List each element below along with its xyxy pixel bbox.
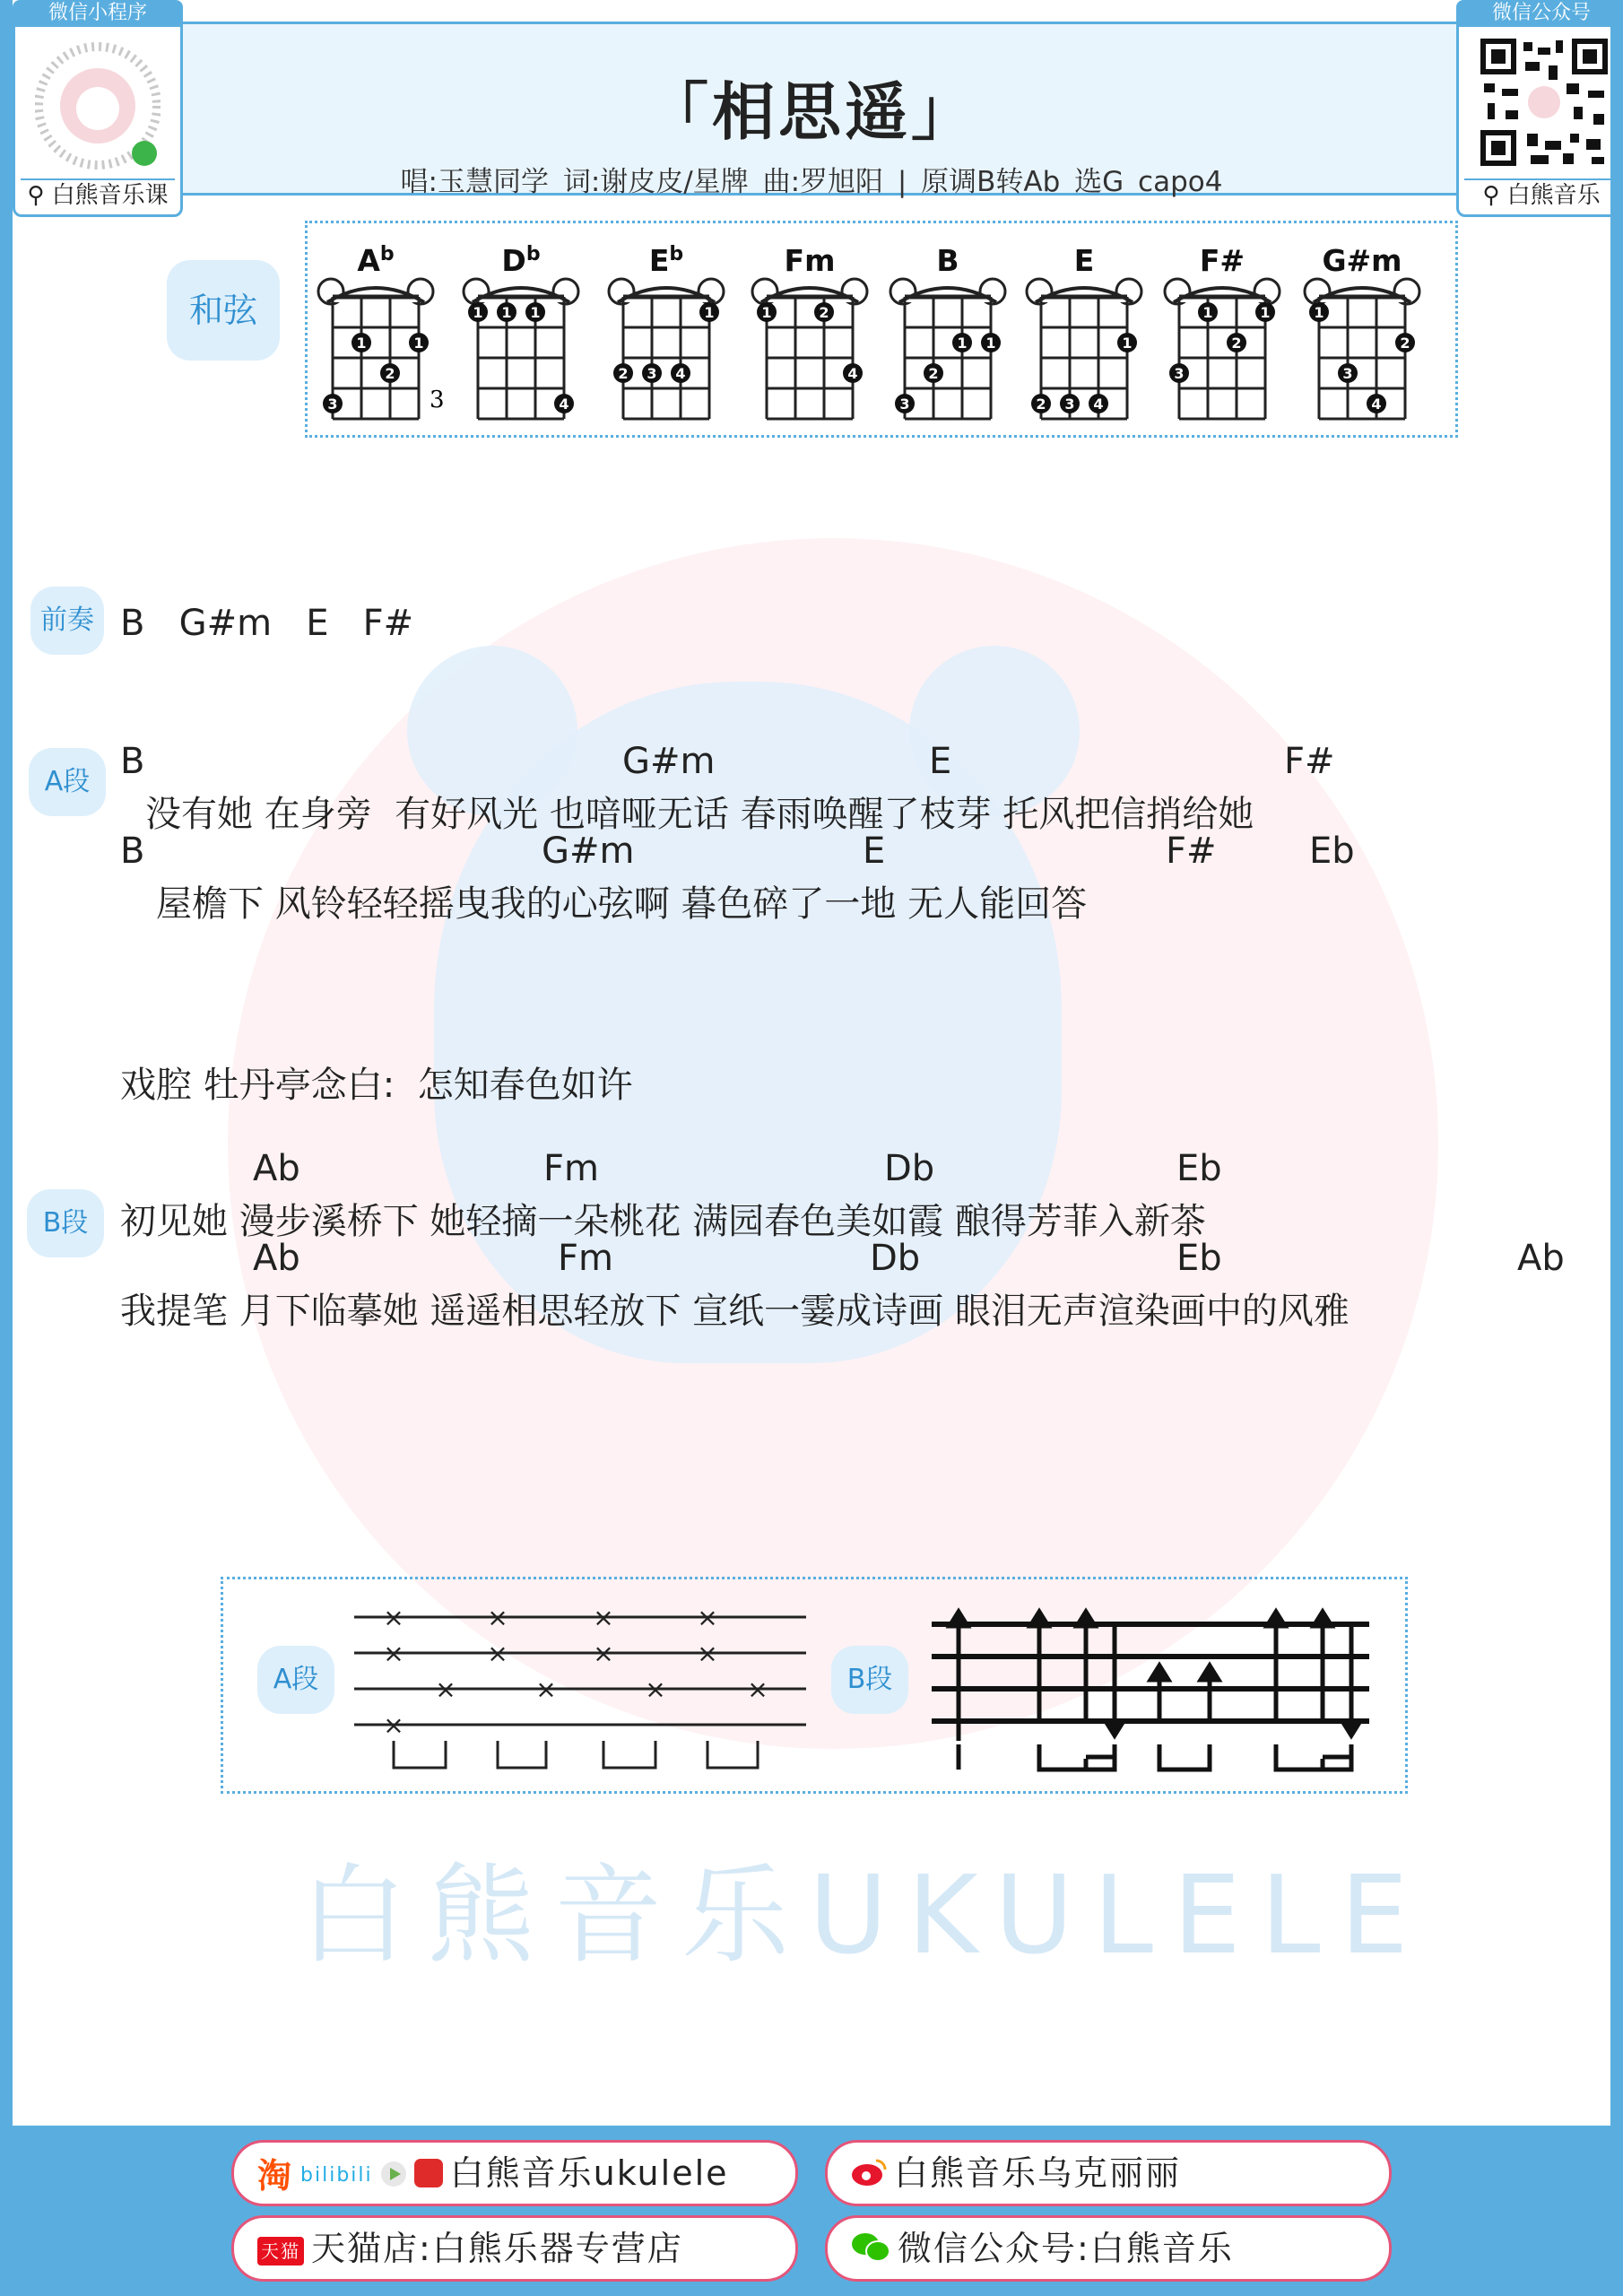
svg-text:×: × [383,1639,404,1668]
svg-text:1: 1 [761,304,772,321]
chord-diagram-panel [305,221,1458,438]
svg-text:1: 1 [985,335,996,352]
header-band [13,22,1610,196]
tmall-store: 天猫店:白熊乐器专营店 [311,2229,683,2268]
svg-text:×: × [697,1639,718,1668]
wechat-official-qr[interactable] [1456,0,1610,217]
xiaohongshu-icon [414,2145,443,2206]
strum-b-label: B段 [831,1646,908,1714]
svg-text:1: 1 [356,335,367,352]
chord-fm: Fm [543,1148,599,1189]
chord-diagram [609,279,724,419]
chord-fs: F# [1284,741,1335,782]
tmall-pill[interactable] [231,2215,798,2282]
svg-text:×: × [487,1639,508,1668]
chord-name: Fm [784,243,836,278]
mini-program-code-icon [35,39,161,173]
svg-text:×: × [593,1603,614,1632]
watermark-text: 白熊音乐UKULELE [299,1854,1428,1979]
svg-text:×: × [747,1674,768,1704]
chord-name: G#m [1322,243,1402,278]
section-b-label: B段 [27,1189,104,1257]
lyric-line: 初见她 漫步溪桥下 她轻摘一朵桃花 满园春色美如霞 酿得芳菲入新茶 [120,1201,1206,1242]
chord-name: $E^b$ [648,243,684,278]
social-account: 白熊音乐ukulele [449,2153,729,2193]
chord-e: E [863,831,886,872]
svg-text:4: 4 [1093,396,1104,413]
svg-text:1: 1 [1202,304,1213,321]
svg-text:×: × [697,1603,718,1632]
chord-b: B [120,741,145,782]
chord-diagram [752,279,867,419]
chord-e: E [929,741,952,782]
svg-text:1: 1 [473,304,483,321]
wechat-official-search: ⚲ 白熊音乐 [1464,178,1610,211]
bilibili-icon: bilibili [300,2163,373,2187]
chord-gsm: G#m [542,831,635,872]
play-icon [380,2145,407,2206]
chords-label: 和弦 [167,260,280,361]
svg-text:×: × [383,1710,404,1740]
wechat-pill[interactable] [825,2215,1392,2282]
chord-diagram [1165,279,1280,419]
chord-b: B [120,831,145,872]
mini-program-search: ⚲ 白熊音乐课 [21,178,175,211]
svg-text:1: 1 [957,335,968,352]
qr-code-icon [1477,35,1610,170]
chord-db: Db [884,1148,935,1189]
mini-program-qr[interactable] [13,0,183,217]
chord-name: $D^b$ [501,243,541,278]
svg-text:2: 2 [385,365,395,382]
chord-diagram [1305,279,1419,419]
svg-text:×: × [383,1603,404,1632]
lyric-line: 没有她 在身旁 有好风光 也喑哑无话 春雨唤醒了枝芽 托风把信捎给她 [145,794,1254,835]
svg-text:2: 2 [618,365,629,382]
taobao-icon: 淘 [257,2155,294,2196]
chord-name: $A^b$ [357,243,395,278]
chord-fs: F# [1166,831,1217,872]
chord-eb: Eb [1176,1238,1222,1279]
svg-text:2: 2 [1400,335,1410,352]
chord-diagram [318,279,433,419]
song-credits: 唱:玉慧同学 词:谢皮皮/星牌 曲:罗旭阳 | 原调B转Ab 选G capo4 [400,166,1223,198]
weibo-pill[interactable] [825,2140,1392,2206]
opera-line: 戏腔 牡丹亭念白: 怎知春色如许 [120,1065,633,1106]
wechat-account: 微信公众号:白熊音乐 [898,2229,1234,2268]
svg-text:1: 1 [1314,304,1324,321]
svg-text:1: 1 [704,304,715,321]
chord-db: Db [870,1238,921,1279]
chord-ab: Ab [253,1238,300,1279]
svg-text:2: 2 [1036,396,1046,413]
chord-ab: Ab [253,1148,300,1189]
intro-label: 前奏 [30,587,104,655]
svg-text:3: 3 [647,365,657,382]
mini-program-name: 白熊音乐课 [51,182,169,209]
chord-diagram [890,279,1005,419]
chord-diagram [464,279,578,419]
chord-gsm: G#m [622,741,716,782]
svg-text:3: 3 [327,396,338,413]
svg-text:4: 4 [675,365,686,382]
svg-text:4: 4 [559,396,569,413]
weibo-account: 白熊音乐乌克丽丽 [894,2153,1182,2193]
section-a-label: A段 [29,748,106,816]
chord-eb: Eb [1176,1148,1222,1189]
svg-text:1: 1 [530,304,541,321]
wechat-official-tag: 微信公众号 [1456,0,1610,27]
song-title: 「相思遥」 [646,75,977,149]
strum-a-label: A段 [257,1646,334,1714]
chord-ab: Ab [1517,1238,1565,1279]
weibo-icon [851,2145,887,2206]
svg-text:3: 3 [1064,396,1075,413]
svg-text:1: 1 [1260,304,1271,321]
chord-eb: Eb [1309,831,1355,872]
svg-text:2: 2 [928,365,939,382]
chord-name: B [936,243,959,278]
song-sheet [13,0,1610,2126]
chord-name: E [1073,243,1095,278]
svg-text:1: 1 [1122,335,1133,352]
strum-pattern-panel [221,1577,1408,1794]
svg-text:3: 3 [899,396,910,413]
svg-text:3: 3 [1174,365,1185,382]
svg-text:×: × [535,1674,557,1704]
wechat-icon [851,2221,890,2282]
social-links-pill[interactable] [231,2140,798,2206]
svg-text:1: 1 [501,304,512,321]
tmall-icon: 天猫 [257,2237,304,2266]
watermark-bear [434,682,1062,1363]
lyric-line: 我提笔 月下临摹她 遥遥相思轻放下 宣纸一霎成诗画 眼泪无声渲染画中的风雅 [120,1291,1350,1332]
chord-fm: Fm [558,1238,613,1279]
mini-program-tag: 微信小程序 [13,0,183,27]
svg-text:1: 1 [413,335,424,352]
svg-text:×: × [645,1674,666,1704]
wechat-official-name: 白熊音乐 [1506,182,1601,209]
lyric-line: 屋檐下 风铃轻轻摇曳我的心弦啊 暮色碎了一地 无人能回答 [156,883,1088,925]
svg-text:4: 4 [1371,396,1382,413]
svg-text:2: 2 [819,304,829,321]
svg-text:3: 3 [1342,365,1353,382]
chord-diagram [1027,279,1141,419]
svg-text:×: × [593,1639,614,1668]
svg-text:2: 2 [1231,335,1242,352]
svg-text:×: × [435,1674,456,1704]
svg-text:4: 4 [847,365,858,382]
strum-patterns [223,1579,1405,1791]
fret-position-label: 3 [430,387,445,413]
svg-text:×: × [487,1603,508,1632]
chord-name: F# [1199,243,1245,278]
intro-chords: B G#m E F# [120,603,414,644]
